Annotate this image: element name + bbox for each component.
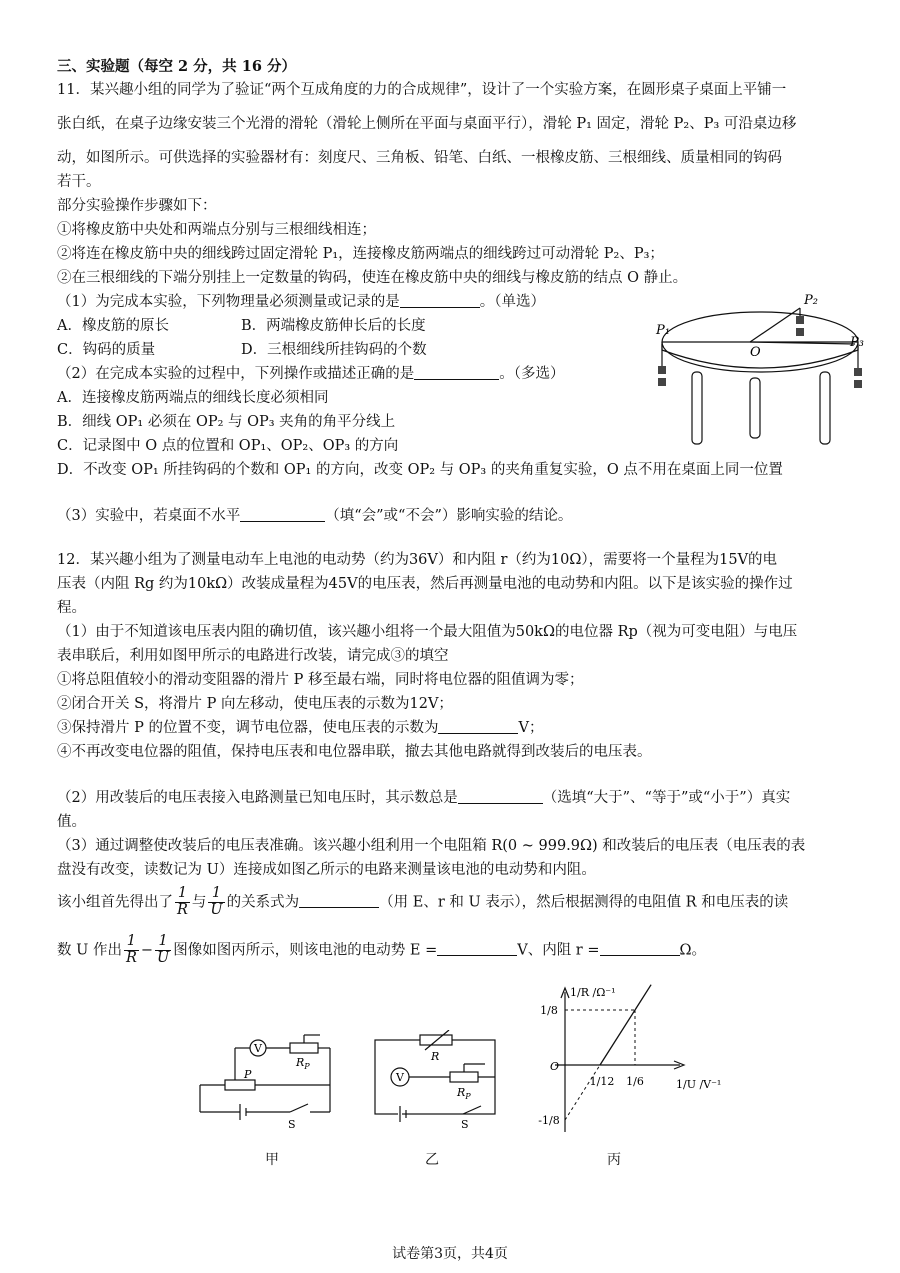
- fig-label-yi: 乙: [425, 1152, 439, 1168]
- label-o: O: [750, 345, 761, 360]
- y-tick-label: 1/8: [540, 1004, 558, 1017]
- switch-label: S: [288, 1118, 296, 1130]
- q11-stem-2: 张白纸，在桌子边缘安装三个光滑的滑轮（滑轮上侧所在平面与桌面平行），滑轮 P₁ 固定，滑轮 P₂、P₃ 可沿桌边移: [57, 116, 797, 132]
- r-label: R: [431, 1050, 440, 1063]
- label-p3: P₃: [850, 335, 864, 350]
- table-pulley-figure: [650, 286, 872, 454]
- rp-label: $R_P$: [457, 1086, 471, 1101]
- q12-step-2: ②闭合开关 S，将滑片 P 向左移动，使电压表的示数为12V；: [57, 696, 453, 712]
- x-tick-label: 1/12: [589, 1075, 615, 1088]
- q11-p2-option-a: A．连接橡皮筋两端点的细线长度必须相同: [57, 390, 329, 406]
- q11-stem-1: 11．某兴趣小组的同学为了验证“两个互成角度的力的合成规律”，设计了一个实验方案，在圆形桌子桌面上平铺一: [57, 82, 787, 98]
- q12-p3-line-2: 盘没有改变，读数记为 U）连接成如图乙所示的电路来测量该电池的电动势和内阻。: [57, 862, 596, 878]
- answer-blank[interactable]: [600, 941, 680, 957]
- fraction-1-over-r: $\frac{1}{R}$: [125, 933, 137, 966]
- q12-step-3: ③保持滑片 P 的位置不变，调节电位器，使电压表的示数为 V；: [57, 720, 544, 736]
- q12-stem-1: 12．某兴趣小组为了测量电动车上电池的电动势（约为36V）和内阻 r（约为10Ω），需要将一个量程为15V的电: [57, 552, 778, 568]
- q11-option-c: C．钩码的质量: [57, 342, 156, 358]
- voltmeter-label: V: [396, 1071, 404, 1084]
- fig-label-jia: 甲: [265, 1152, 279, 1168]
- q12-stem-2: 压表（内阻 Rg 约为10kΩ）改装成量程为45V的电压表，然后再测量电池的电动势和内阻。以下是该实验的操作过: [57, 576, 793, 592]
- q11-stem-3: 动，如图所示。可供选择的实验器材有：刻度尺、三角板、铅笔、白纸、一根橡皮筋、三根细线、质量相同的钩码: [57, 150, 782, 166]
- q11-p2-option-c: C．记录图中 O 点的位置和 OP₁、OP₂、OP₃ 的方向: [57, 438, 399, 454]
- fig-label-bing: 丙: [607, 1152, 621, 1168]
- q12-p3-line-1: （3）通过调整使改装后的电压表准确。该兴趣小组利用一个电阻箱 R(0 ~ 999.9Ω) 和改装后的电压表（电压表的表: [57, 838, 806, 854]
- circuit-jia: [190, 1030, 340, 1130]
- page-footer: 试卷第3页，共4页: [392, 1246, 508, 1262]
- answer-blank[interactable]: [299, 893, 379, 909]
- q12-p1-line-2: 表串联后，利用如图甲所示的电路进行改装，请完成③的填空: [57, 648, 449, 664]
- q12-part2: （2）用改装后的电压表接入电路测量已知电压时，其示数总是 （选填“大于”、“等于”或“小于”）真实: [57, 790, 791, 806]
- graph-bing: [530, 982, 730, 1142]
- label-p1: P₁: [656, 323, 670, 338]
- q11-step-3: ②在三根细线的下端分别挂上一定数量的钩码，使连在橡皮筋中央的细线与橡皮筋的结点 O 静止。: [57, 270, 688, 286]
- q11-stem-4: 若干。: [57, 174, 101, 190]
- answer-blank[interactable]: [458, 789, 543, 805]
- answer-blank[interactable]: [414, 365, 499, 381]
- voltmeter-label: V: [254, 1042, 262, 1055]
- q11-steps-title: 部分实验操作步骤如下：: [57, 198, 217, 214]
- slider-label: P: [244, 1068, 252, 1081]
- switch-label: S: [461, 1118, 469, 1130]
- section-title: 三、实验题（每空 2 分，共 16 分）: [57, 58, 296, 75]
- fraction-1-over-u: $\frac{1}{U}$: [210, 885, 223, 918]
- y-tick-label: -1/8: [538, 1114, 560, 1127]
- answer-blank[interactable]: [240, 507, 325, 523]
- q12-step-4: ④不再改变电位器的阻值，保持电压表和电位器串联，撤去其他电路就得到改装后的电压表。: [57, 744, 652, 760]
- fraction-1-over-u: $\frac{1}{U}$: [157, 933, 170, 966]
- q11-part3: （3）实验中，若桌面不水平 （填“会”或“不会”）影响实验的结论。: [57, 508, 573, 524]
- fraction-1-over-r: $\frac{1}{R}$: [177, 885, 188, 918]
- q11-option-a: A．橡皮筋的原长: [57, 318, 169, 334]
- q12-part2-line2: 值。: [57, 814, 86, 830]
- q11-p2-option-b: B．细线 OP₁ 必须在 OP₂ 与 OP₃ 夹角的角平分线上: [57, 414, 396, 430]
- q12-graph-line: 数 U 作出 $\frac{1}{R}$ − $\frac{1}{U}$ 图像如图丙所示，则该电池的电动势 E = V、内阻 r = Ω。: [57, 933, 707, 966]
- q12-p1-line-1: （1）由于不知道该电压表内阻的确切值，该兴趣小组将一个最大阻值为50kΩ的电位器 Rp（视为可变电阻）与电压: [57, 624, 798, 640]
- q12-relation-line: 该小组首先得出了 $\frac{1}{R}$ 与 $\frac{1}{U}$ 的关系式为 （用 E、r 和 U 表示），然后根据测得的电阻值 R 和电压表的读: [57, 885, 789, 918]
- q12-stem-3: 程。: [57, 600, 86, 616]
- q11-option-d: D．三根细线所挂钩码的个数: [241, 342, 427, 358]
- q11-step-2: ②将连在橡皮筋中央的细线跨过固定滑轮 P₁，连接橡皮筋两端点的细线跨过可动滑轮 P₂、P₃；: [57, 246, 664, 262]
- x-tick-label: 1/6: [626, 1075, 644, 1088]
- x-axis-label: 1/U /V⁻¹: [676, 1078, 722, 1091]
- circuit-yi: [365, 1030, 515, 1130]
- answer-blank[interactable]: [437, 941, 517, 957]
- q11-option-b: B．两端橡皮筋伸长后的长度: [241, 318, 426, 334]
- origin-label: O: [550, 1060, 560, 1073]
- q11-p2-option-d: D．不改变 OP₁ 所挂钩码的个数和 OP₁ 的方向，改变 OP₂ 与 OP₃ 的夹角重复实验，O 点不用在桌面上同一位置: [57, 462, 783, 478]
- q11-step-1: ①将橡皮筋中央处和两端点分别与三根细线相连；: [57, 222, 376, 238]
- extrapolated-segment: [565, 1065, 600, 1120]
- label-p2: P₂: [804, 293, 818, 308]
- answer-blank[interactable]: [438, 719, 518, 735]
- rp-label: $R_P$: [296, 1056, 310, 1071]
- answer-blank[interactable]: [400, 293, 480, 309]
- q11-part1: （1）为完成本实验，下列物理量必须测量或记录的是 。（单选）: [57, 294, 545, 310]
- q11-part2: （2）在完成本实验的过程中，下列操作或描述正确的是 。（多选）: [57, 366, 565, 382]
- y-axis-label: 1/R /Ω⁻¹: [570, 986, 616, 999]
- q12-step-1: ①将总阻值较小的滑动变阻器的滑片 P 移至最右端，同时将电位器的阻值调为零；: [57, 672, 584, 688]
